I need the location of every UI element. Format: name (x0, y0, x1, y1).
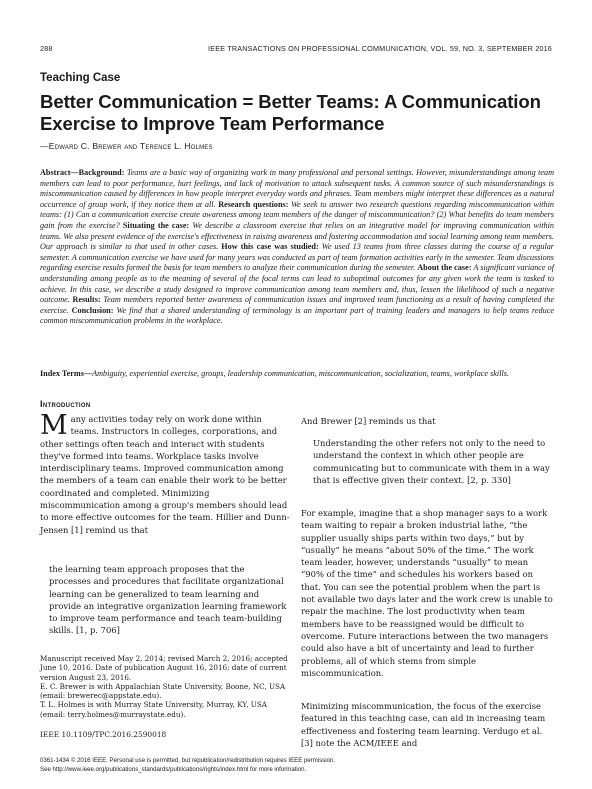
questions-text: We seek to answer two research questions regarding miscommunication within teams: (1) Can a communication exercise create awareness among team members of the danger of miscommunication? (2) What benefits do team members gain from the exercise? (40, 199, 555, 230)
article-title (40, 91, 560, 135)
title-line-2: Exercise to Improve Team Performance (40, 113, 385, 134)
page-number: 288 (40, 44, 53, 53)
abstract-label: Abstract— (40, 168, 79, 177)
author-dash: — (40, 141, 49, 151)
intro-heading: Introduction (40, 399, 91, 409)
about-label: About the case: (417, 263, 472, 273)
right-lead: And Brewer [2] reminds us that (301, 416, 436, 426)
abstract (40, 168, 554, 327)
intro-text: any activities today rely on work done within teams. Instructors in colleges, corporations, and other settings often teach and interact with students they've formed into teams. Workplace tasks involve interdisciplinary teams. Improved communication among the members of a team can enable their work to be better coordinated and completed. Minimizing miscommunication among a group's members should lead to more effective outcomes for the team. Hillier and Dunn-Jensen [1] remind us that (40, 414, 290, 535)
about-text: A significant variance of understanding among people as to the meaning of several of the focal terms can lead to suboptimal outcomes for any given work the team is tasked to achieve. In this case, we describe a study designed to improve communication among team members and, thus, lessen the likelihood of such a negative outcome. (40, 263, 554, 305)
block-quote-brewer: Understanding the other refers not only to the need to understand the context in which other people are communicating but to communicate with them in a way that is effective given their context. [2, p. 330] (313, 438, 550, 485)
footnote-brewer: E. C. Brewer is with Appalachian State University, Boone, NC, USA (email: brewerec@appstate.edu). (40, 681, 286, 701)
situating-label: Situating the case: (122, 220, 190, 230)
minimizing-paragraph: Minimizing miscommunication, the focus of the exercise featured in this teaching case, can aid in increasing team effectiveness and fostering team learning. Verdugo et al. [3] note the ACM/IEEE and (301, 701, 546, 748)
how-label: How this case was studied: (221, 242, 319, 252)
author-names: Edward C. Brewer and Terence L. Holmes (48, 141, 213, 151)
copyright-footer (40, 756, 335, 774)
rights-link-line: See http://www.ieee.org/publications_standards/publications/rights/index.html for more information. (40, 766, 307, 773)
block-quote-hillier: the learning team approach proposes that the processes and procedures that facilitate organizational learning can be generalized to team learning and provide an integrative organization learning framework to improve team performance and teach team-building skills. [1, p. 706] (49, 564, 287, 636)
copyright-line: 0361-1434 © 2016 IEEE. Personal use is permitted, but republication/redistribution requires IEEE permission. (40, 757, 336, 764)
example-paragraph: For example, imagine that a shop manager says to a work team waiting to repair a broken industrial lathe, “the supplier usually ships parts within two days,” but by “usually” he means “about 50% of the time.” The work team leader, however, understands “usually” to mean “90% of the time” and schedules his workers based on that. You can see the potential problem when the part is not available two days later and the work crew is unable to repair the machine. The lost productivity when team members have to be reassigned would be difficult to overcome. Future interactions between the two managers could also have a bit of uncertainty and lead to further problems, all of which stems from simple miscommunication. (301, 508, 553, 678)
how-text: We used 13 teams from three classes during the course of a regular semester. A communication exercise we have used for many years was conducted as part of team formation activities early in the semester. Team discussions regarding exercise results formed the basis for team members to analyze their communication during the semester. (40, 242, 554, 273)
drop-cap: M (40, 410, 68, 441)
author-line (40, 141, 213, 151)
footnote-holmes: T. L. Holmes is with Murray State University, Murray, KY, USA (email: terry.holmes@murraystate.edu). (40, 700, 267, 719)
background-label: Background: (78, 168, 125, 177)
title-line-1: Better Communication = Better Teams: A Communication (40, 91, 541, 112)
results-text: Team members reported better awareness of communication issues and improved team functioning as a result of having completed the exercise. (40, 295, 554, 315)
doi-line: IEEE 10.1109/TPC.2016.2590018 (40, 730, 167, 739)
footnote-received: Manuscript received May 2, 2014; revised March 2, 2016; accepted June 10, 2016. Date of publication August 16, 2016; date of current version August 23, 2016. (40, 654, 288, 682)
footnotes (40, 654, 288, 719)
conclusion-label: Conclusion: (71, 305, 114, 315)
index-terms-label: Index Terms— (40, 369, 93, 378)
section-label: Teaching Case (40, 72, 121, 84)
background-text: Teams are a basic way of organizing work in many professional and personal settings. However, misunderstandings among team members can lead to poor performance, hurt feelings, and lack of motivation to attack subsequent tasks. A common source of such misunderstandings is miscommunication caused by differences in how people interpret everyday words and phrases. Team members might interpret these differences as a natural occurrence of group work, if they notice them at all. (40, 168, 554, 209)
index-terms (40, 369, 554, 380)
questions-label: Research questions: (218, 199, 289, 209)
intro-paragraph-1 (40, 410, 291, 536)
results-label: Results: (72, 295, 101, 305)
running-header: IEEE TRANSACTIONS ON PROFESSIONAL COMMUNICATION, VOL. 59, NO. 3, SEPTEMBER 2016 (208, 44, 552, 53)
conclusion-text: We find that a shared understanding of terminology is an important part of training leaders and managers to help teams reduce common miscommunication problems in the workplace. (40, 305, 555, 326)
index-terms-list: Ambiguity, experiential exercise, groups, leadership communication, miscommunication, socialization, teams, workplace skills. (92, 369, 509, 378)
situating-text: We describe a classroom exercise that relies on an integrative model for improving communication within teams. We also present evidence of the exercise's effectiveness in raising awareness and fostering accommodation and social learning among team members. Our approach is similar to that used in other cases. (40, 220, 554, 252)
